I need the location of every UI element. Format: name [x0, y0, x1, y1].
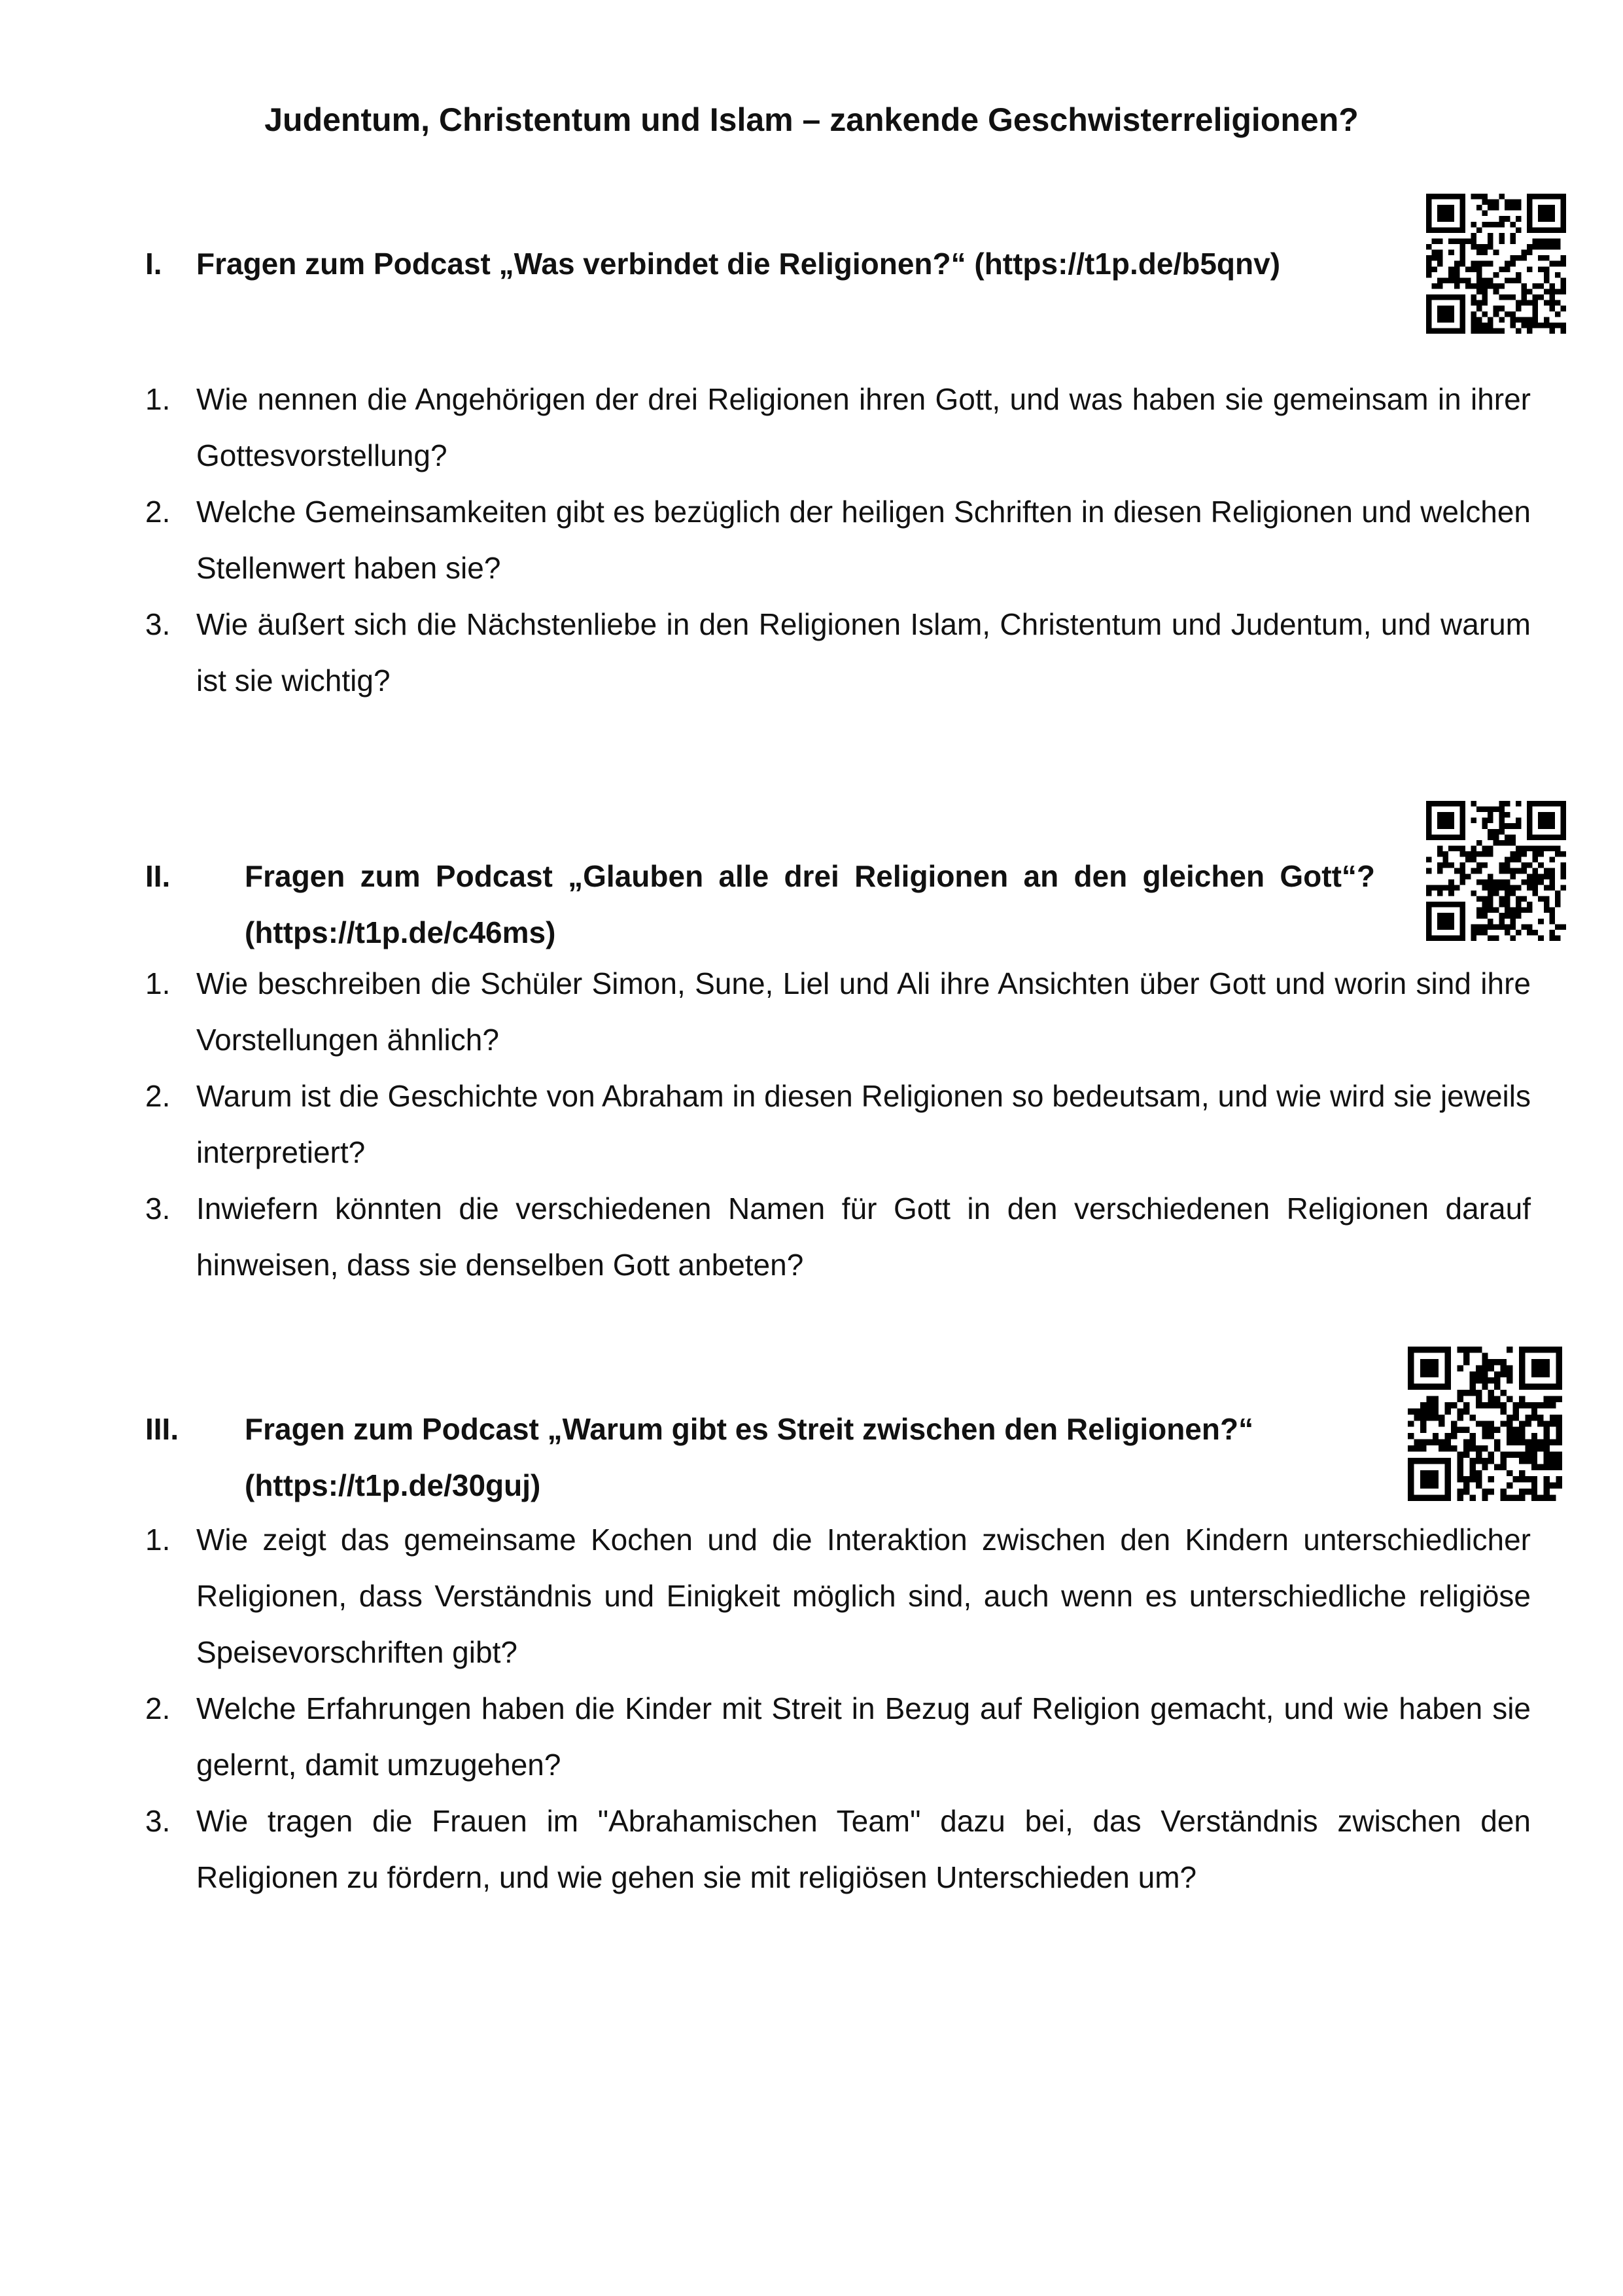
- qr-code-icon: [1426, 801, 1566, 941]
- list-item: 2. Welche Erfahrungen haben die Kinder mit Streit in Bezug auf Religion gemacht, und wie haben sie gelernt, damit umzugehen?: [145, 1691, 1531, 1782]
- section-title: Fragen zum Podcast „Glauben alle drei Religionen an den gleichen Gott“? (https://t1p.de/c46ms): [245, 859, 1375, 949]
- list-item: 3. Inwiefern könnten die verschiedenen Namen für Gott in den verschiedenen Religionen darauf hinweisen, dass sie denselben Gott anbeten?: [145, 1192, 1531, 1282]
- list-item: 2. Welche Gemeinsamkeiten gibt es bezüglich der heiligen Schriften in diesen Religionen und welchen Stellenwert haben sie?: [145, 495, 1531, 585]
- list-item: 1. Wie nennen die Angehörigen der drei Religionen ihren Gott, und was haben sie gemeinsam in ihrer Gottesvorstellung?: [145, 382, 1531, 472]
- section-numeral: III.: [145, 1412, 179, 1446]
- list-item: 3. Wie äußert sich die Nächstenliebe in den Religionen Islam, Christentum und Judentum, und warum ist sie wichtig?: [145, 607, 1531, 698]
- question-list-2: [145, 955, 1531, 1293]
- qr-code-icon: [1426, 194, 1566, 334]
- list-item: 2. Warum ist die Geschichte von Abraham in diesen Religionen so bedeutsam, und wie wird sie jeweils interpretiert?: [145, 1079, 1531, 1169]
- section-numeral: II.: [145, 859, 171, 893]
- page-title: Judentum, Christentum und Islam – zankende Geschwisterreligionen?: [264, 101, 1359, 138]
- section-title: Fragen zum Podcast „Warum gibt es Streit zwischen den Religionen?“ (https://t1p.de/30guj): [245, 1412, 1254, 1502]
- qr-code-icon: [1408, 1347, 1562, 1501]
- list-item: 3. Wie tragen die Frauen im "Abrahamischen Team" dazu bei, das Verständnis zwischen den Religionen zu fördern, und wie gehen sie mit religiösen Unterschieden um?: [145, 1804, 1531, 1894]
- question-list-3: [145, 1511, 1531, 1905]
- list-item: 1. Wie zeigt das gemeinsame Kochen und die Interaktion zwischen den Kindern unterschiedlicher Religionen, dass Verständnis und Einigkeit möglich sind, auch wenn es unterschiedliche religiöse Speisevorschriften gibt?: [145, 1523, 1531, 1669]
- list-item: 1. Wie beschreiben die Schüler Simon, Sune, Liel und Ali ihre Ansichten über Gott und worin sind ihre Vorstellungen ähnlich?: [145, 966, 1531, 1057]
- question-list-1: [145, 371, 1531, 709]
- section-numeral: I.: [145, 247, 162, 281]
- section-title: Fragen zum Podcast „Was verbindet die Religionen?“ (https://t1p.de/b5qnv): [196, 247, 1281, 281]
